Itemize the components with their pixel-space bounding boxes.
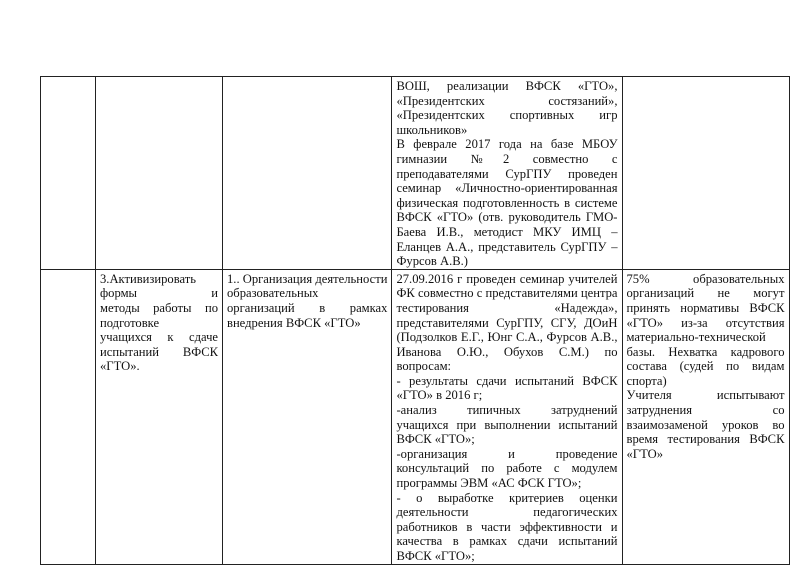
cell-problems	[622, 269, 789, 564]
text-line: тестирования «Надежда»,	[396, 300, 618, 315]
text-line: В феврале 2017 года на базе МБОУ	[396, 137, 618, 152]
text-line: 3.Активизировать	[100, 271, 197, 286]
cell	[41, 269, 96, 564]
text-line: учащихся к сдаче	[100, 330, 218, 345]
text-line: спорта)	[626, 373, 667, 388]
text-line: - о выработке критериев оценки	[396, 490, 618, 505]
text-line: гимназии №2 совместно с	[396, 151, 618, 166]
text-line: Еланцев А.А., представитель СурГПУ –	[396, 239, 618, 254]
text-line: Фурсов А.В.)	[396, 254, 468, 269]
text-line: состава (судей по видам	[626, 359, 785, 374]
text-line: 1.. Организация деятельности	[227, 271, 388, 286]
text-line: методы работы по	[100, 300, 218, 315]
text-line: время тестирования ВФСК	[626, 432, 785, 447]
text-line: организаций не могут	[626, 286, 785, 301]
text-line: работников в части эффективности и	[396, 519, 618, 534]
text-line: Баева И.В., методист МКУ ИМЦ –	[396, 224, 618, 239]
text-line: ВФСК «ГТО»;	[396, 432, 475, 447]
cell	[223, 77, 392, 270]
text-line: -организация и проведение	[396, 446, 618, 461]
text-line: (Подзолков Е.Г., Юнг С.А., Фурсов А.В.,	[396, 330, 618, 345]
text-line: представителями СурГПУ, СГУ, ДОиН	[396, 315, 618, 330]
text-line: ВОШ, реализации ВФСК «ГТО»,	[396, 79, 618, 93]
text-line: «Президентских состязаний»,	[396, 93, 618, 108]
text-line: Учителя испытывают	[626, 388, 785, 403]
cell-task	[96, 269, 223, 564]
text-line: деятельности педагогических	[396, 505, 618, 520]
text-line: «ГТО» в 2016 г;	[396, 388, 483, 403]
text-line: программы ЭВМ «АС ФСК ГТО»;	[396, 476, 582, 491]
text-line: базы. Нехватка кадрового	[626, 344, 785, 359]
text-line: учащихся при выполнении испытаний	[396, 417, 618, 432]
cell-activities	[392, 269, 622, 564]
cell-activities	[392, 77, 622, 270]
text-line: формы и	[100, 286, 218, 301]
text-line: школьников»	[396, 122, 468, 137]
text-line: -анализ типичных затруднений	[396, 403, 618, 418]
text-line: «ГТО» из-за отсутствия	[626, 315, 785, 330]
text-line: принять нормативы ВФСК	[626, 300, 785, 315]
report-table	[40, 76, 790, 565]
text-line: ФК совместно с представителями центра	[396, 286, 618, 301]
text-line: организаций в рамках	[227, 300, 388, 315]
text-line: испытаний ВФСК	[100, 344, 218, 359]
text-line: консультаций по работе с модулем	[396, 461, 618, 476]
text-line: внедрения ВФСК «ГТО»	[227, 315, 361, 330]
text-line: преподавателями СурГПУ проведен	[396, 166, 618, 181]
text-line: взаимозаменой уроков во	[626, 417, 785, 432]
text-line: ВФСК «ГТО»;	[396, 549, 475, 563]
text-line: затруднения со	[626, 403, 785, 418]
table-row	[41, 269, 790, 564]
text-line: подготовке	[100, 315, 160, 330]
text-line: вопросам:	[396, 359, 452, 374]
text-line: ВФСК «ГТО» (отв. руководитель ГМО-	[396, 210, 618, 225]
cell	[96, 77, 223, 270]
table-row	[41, 77, 790, 270]
text-line: - результаты сдачи испытаний ВФСК	[396, 373, 618, 388]
text-line: качества в рамках сдачи испытаний	[396, 534, 618, 549]
text-line: «ГТО».	[100, 359, 140, 374]
text-line: 27.09.2016 г проведен семинар учителей	[396, 271, 618, 286]
text-line: физическая подготовленность в системе	[396, 195, 618, 210]
text-line: «ГТО»	[626, 446, 663, 461]
cell-direction	[223, 269, 392, 564]
text-line: «Президентских спортивных игр	[396, 108, 618, 123]
cell	[622, 77, 789, 270]
text-line: 75% образовательных	[626, 271, 785, 286]
cell	[41, 77, 96, 270]
text-line: семинар «Личностно-ориентированная	[396, 181, 618, 196]
text-line: материально-технической	[626, 330, 766, 345]
text-line: образовательных	[227, 286, 319, 301]
text-line: Иванова О.Ю., Обухов С.М.) по	[396, 344, 618, 359]
